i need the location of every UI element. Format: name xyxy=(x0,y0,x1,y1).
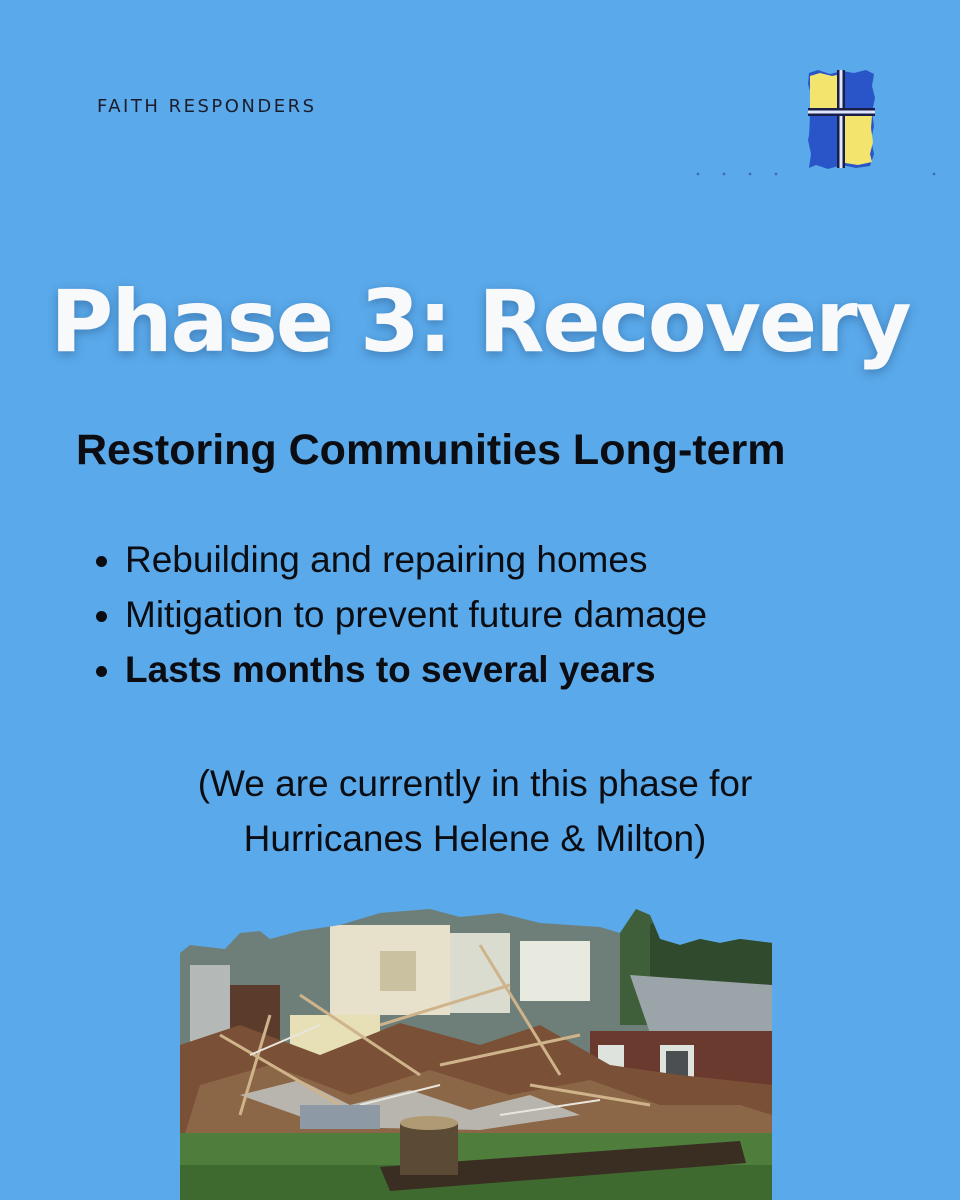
bullet-item-emphasis: Lasts months to several years xyxy=(96,642,707,697)
cross-flag-logo-icon xyxy=(806,68,876,170)
storm-damaged-house-photo xyxy=(180,905,772,1200)
bullet-list xyxy=(96,532,707,697)
page-title: Phase 3: Recovery xyxy=(50,272,910,372)
bullet-item: Mitigation to prevent future damage xyxy=(96,587,707,642)
phase-note-line-1: (We are currently in this phase for xyxy=(197,763,753,804)
brand-name: FAITH RESPONDERS xyxy=(97,96,317,117)
phase-note xyxy=(0,756,950,866)
phase-note-line-2: Hurricanes Helene & Milton) xyxy=(243,818,707,859)
bullet-item: Rebuilding and repairing homes xyxy=(96,532,707,587)
page-subtitle: Restoring Communities Long-term xyxy=(76,426,786,474)
logo-decoration xyxy=(690,172,940,176)
